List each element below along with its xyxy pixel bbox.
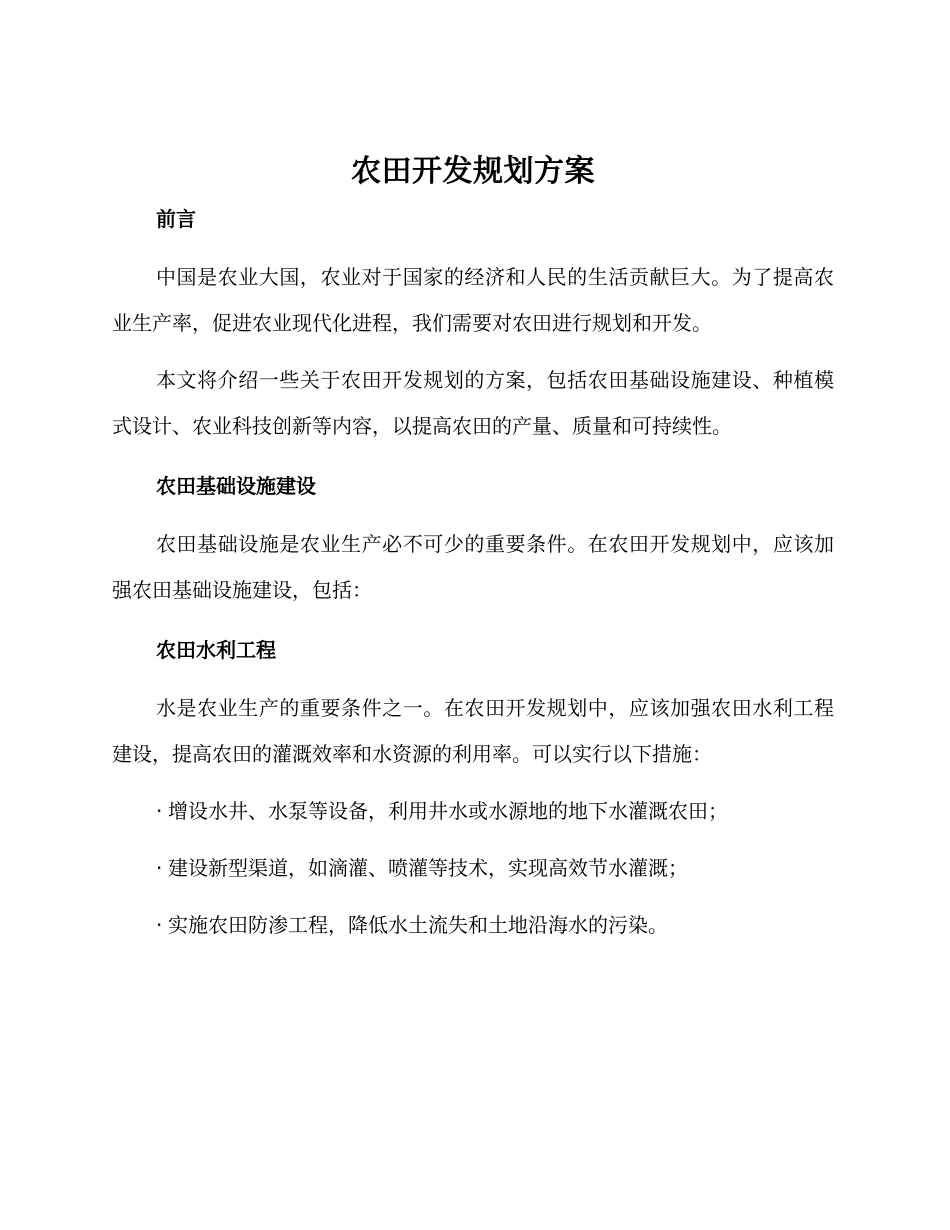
paragraph: 本文将介绍一些关于农田开发规划的方案，包括农田基础设施建设、种植模式设计、农业科技创新等内容，以提高农田的产量、质量和可持续性。 [112,368,834,438]
document-title: 农田开发规划方案 [351,154,595,189]
paragraph: 中国是农业大国，农业对于国家的经济和人民的生活贡献巨大。为了提高农业生产率，促进农业现代化进程，我们需要对农田进行规划和开发。 [112,265,834,335]
bullet-item [112,845,834,891]
section-heading-irrigation: 农田水利工程 [156,638,276,662]
section-heading-preface: 前言 [156,207,196,231]
bullet-dot-icon: · [156,799,163,823]
bullet-dot-icon: · [156,913,163,937]
paragraph: 水是农业生产的重要条件之一。在农田开发规划中，应该加强农田水利工程建设，提高农田的灌溉效率和水资源的利用率。可以实行以下措施： [112,696,834,766]
section-heading-infrastructure: 农田基础设施建设 [156,474,316,498]
bullet-text: 增设水井、水泵等设备，利用井水或水源地的地下水灌溉农田； [168,799,728,823]
bullet-text: 建设新型渠道，如滴灌、喷灌等技术，实现高效节水灌溉； [168,856,688,880]
bullet-dot-icon: · [156,856,163,880]
bullet-text: 实施农田防渗工程，降低水土流失和土地沿海水的污染。 [168,913,668,937]
bullet-item [112,902,834,948]
paragraph: 农田基础设施是农业生产必不可少的重要条件。在农田开发规划中，应该加强农田基础设施建设，包括： [112,532,834,602]
bullet-list [112,788,834,948]
document-page [112,150,834,959]
bullet-item [112,788,834,834]
